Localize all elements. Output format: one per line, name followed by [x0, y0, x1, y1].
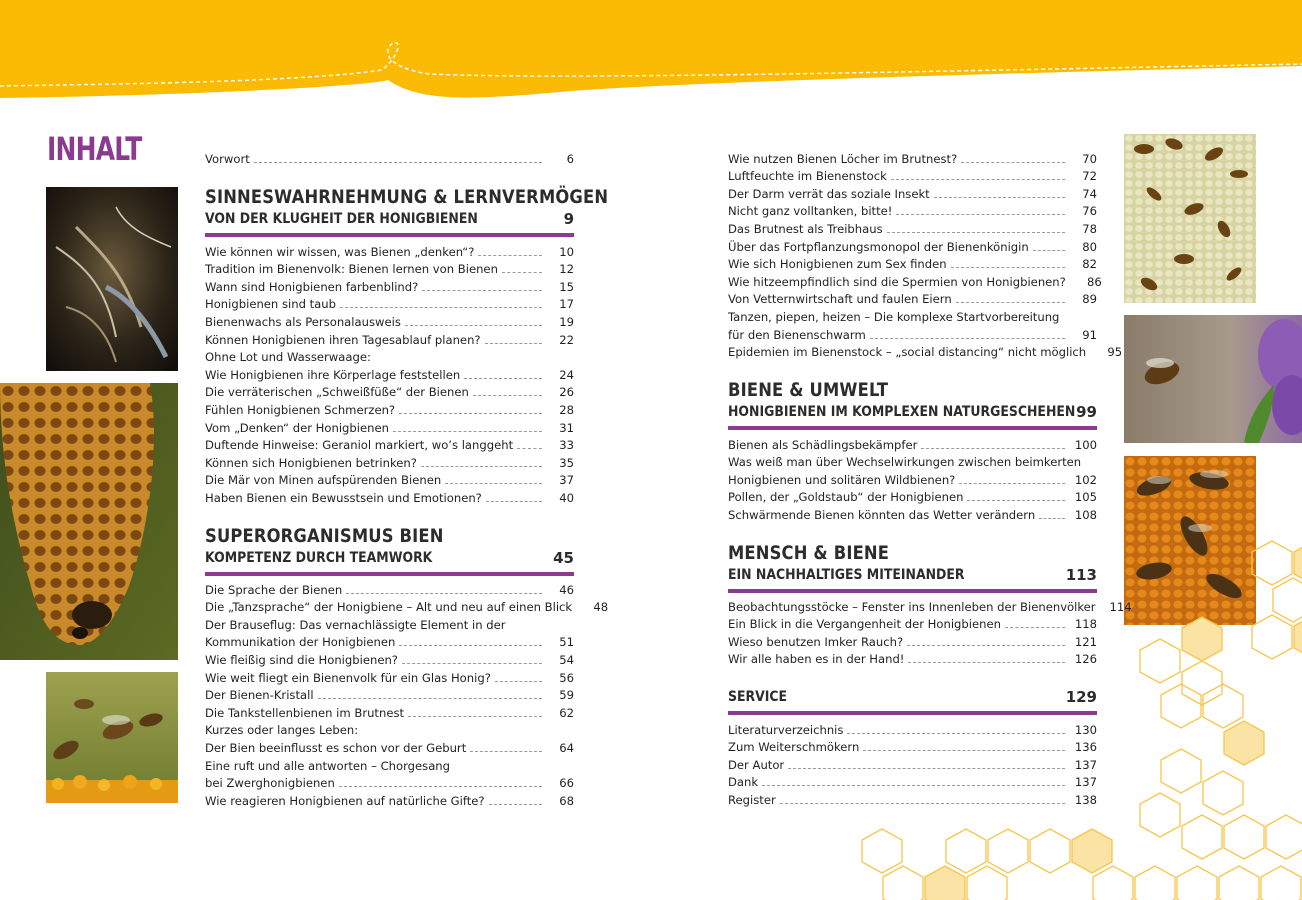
toc-right-column — [728, 0, 1132, 900]
photo-bees-on-comb — [1124, 134, 1256, 303]
toc-entry[interactable] — [205, 453, 574, 471]
photo-bee-at-flower — [1124, 315, 1302, 443]
toc-entry[interactable] — [728, 720, 1097, 738]
toc-entry[interactable] — [728, 202, 1097, 220]
entry-title: Bienen als Schädlingsbekämpfer — [728, 437, 918, 452]
entry-title: Der Darm verrät das soziale Insekt — [728, 186, 930, 201]
toc-entry[interactable] — [728, 237, 1097, 255]
entry-page-number: 70 — [1082, 151, 1097, 166]
toc-entry[interactable] — [205, 791, 574, 809]
entry-title: Literaturverzeichnis — [728, 722, 844, 737]
leader-dots — [464, 378, 542, 379]
toc-entry[interactable] — [728, 272, 1102, 290]
entry-title: Die Tankstellenbienen im Brutnest — [205, 705, 405, 720]
entry-title: Dank — [728, 775, 759, 790]
toc-entry[interactable] — [728, 219, 1097, 237]
section-rule — [728, 426, 1097, 430]
toc-entry[interactable] — [728, 470, 1097, 488]
entry-page-number: 100 — [1074, 437, 1097, 452]
page-title: INHALT — [47, 130, 142, 168]
entry-page-number: 12 — [559, 262, 574, 277]
entry-page-number: 78 — [1082, 221, 1097, 236]
entry-page-number: 76 — [1082, 204, 1097, 219]
leader-dots — [951, 267, 1065, 268]
leader-dots — [1033, 250, 1065, 251]
entry-title: Der Bien beeinflusst es schon vor der Geburt — [205, 740, 467, 755]
entry-page-number: 19 — [559, 314, 574, 329]
entry-page-number: 40 — [559, 490, 574, 505]
leader-dots — [921, 448, 1065, 449]
entry-title: Register — [728, 792, 776, 807]
leader-dots — [339, 786, 542, 787]
entry-title: Vom „Denken“ der Honigbienen — [205, 420, 389, 435]
leader-dots — [502, 272, 542, 273]
entry-page-number: 91 — [1082, 327, 1097, 342]
entry-page-number: 74 — [1082, 186, 1097, 201]
toc-entry[interactable] — [728, 255, 1097, 273]
toc-entry[interactable] — [205, 686, 574, 704]
leader-dots — [470, 751, 542, 752]
entry-page-number: 137 — [1074, 757, 1097, 772]
entry-page-number: 54 — [559, 652, 574, 667]
entry-title: Duftende Hinweise: Geraniol markiert, wo’s langgeht — [205, 438, 514, 453]
entry-page-number: 59 — [559, 688, 574, 703]
section-subtitle[interactable]: KOMPETENZ DURCH TEAMWORK 45 — [205, 549, 574, 567]
entry-page-number: 130 — [1074, 722, 1097, 737]
entry-title: für den Bienenschwarm — [728, 327, 866, 342]
entry-title: Das Brutnest als Treibhaus — [728, 221, 883, 236]
entry-title: Tradition im Bienenvolk: Bienen lernen von Bienen — [205, 262, 498, 277]
entry-title: Wie nutzen Bienen Löcher im Brutnest? — [728, 151, 958, 166]
toc-entry[interactable] — [205, 436, 574, 454]
leader-dots — [870, 338, 1065, 339]
entry-title: Nicht ganz volltanken, bitte! — [728, 204, 893, 219]
entry-title: Schwärmende Bienen könnten das Wetter verändern — [728, 507, 1036, 522]
toc-entry[interactable] — [728, 435, 1097, 453]
entry-page-number: 15 — [559, 279, 574, 294]
leader-dots — [517, 448, 542, 449]
leader-dots — [495, 681, 542, 682]
entry-page-number: 138 — [1074, 792, 1097, 807]
entry-title: Pollen, der „Goldstaub“ der Honigbienen — [728, 490, 964, 505]
entry-title: Wie Honigbienen ihre Körperlage feststellen — [205, 367, 461, 382]
toc-entry[interactable] — [728, 149, 1097, 167]
entry-page-number: 26 — [559, 385, 574, 400]
entry-page-number: 68 — [559, 793, 574, 808]
entry-title: Was weiß man über Wechselwirkungen zwischen beimkerten — [728, 455, 1082, 470]
entry-page-number: 33 — [559, 438, 574, 453]
toc-entry-line[interactable] — [205, 721, 574, 739]
entry-title: Können sich Honigbienen betrinken? — [205, 455, 417, 470]
leader-dots — [907, 645, 1065, 646]
entry-title: Fühlen Honigbienen Schmerzen? — [205, 402, 396, 417]
leader-dots — [402, 663, 542, 664]
toc-entry[interactable] — [205, 400, 574, 418]
leader-dots — [1005, 627, 1065, 628]
entry-page-number: 28 — [559, 402, 574, 417]
entry-title: Wie können wir wissen, was Bienen „denken“? — [205, 244, 475, 259]
section-subtitle[interactable]: VON DER KLUGHEIT DER HONIGBIENEN 9 — [205, 210, 574, 228]
section-subtitle[interactable]: EIN NACHHALTIGES MITEINANDER 113 — [728, 566, 1097, 584]
entry-title: Epidemien im Bienenstock – „social distancing“ nicht möglich — [728, 345, 1087, 360]
entry-title: Der Autor — [728, 757, 785, 772]
toc-entry[interactable] — [728, 650, 1097, 668]
entry-page-number: 46 — [559, 582, 574, 597]
entry-page-number: 95 — [1107, 345, 1123, 360]
leader-dots — [486, 501, 542, 502]
entry-title: Honigbienen sind taub — [205, 297, 336, 312]
toc-entry[interactable] — [205, 488, 574, 506]
entry-title: Über das Fortpflanzungsmonopol der Bienenkönigin — [728, 239, 1029, 254]
photo-queen-cell — [0, 383, 178, 660]
section-title: SUPERORGANISMUS BIEN — [205, 525, 444, 547]
entry-page-number: 72 — [1082, 169, 1097, 184]
leader-dots — [887, 232, 1065, 233]
entry-page-number: 137 — [1074, 775, 1097, 790]
toc-entry[interactable] — [205, 383, 574, 401]
toc-entry[interactable] — [728, 632, 1097, 650]
entry-title: Zum Weiterschmökern — [728, 740, 860, 755]
section-rule — [205, 233, 574, 237]
entry-page-number: 114 — [1109, 599, 1132, 614]
toc-entry[interactable] — [728, 755, 1097, 773]
toc-entry[interactable] — [205, 418, 574, 436]
entry-page-number: 126 — [1074, 652, 1097, 667]
leader-dots — [346, 593, 542, 594]
entry-title: Wieso benutzen Imker Rauch? — [728, 634, 904, 649]
entry-title: Die Mär von Minen aufspürenden Bienen — [205, 473, 442, 488]
entry-title: Kurzes oder langes Leben: — [205, 723, 359, 738]
entry-page-number: 6 — [566, 151, 574, 166]
toc-entry-line[interactable] — [205, 348, 574, 366]
section-subtitle[interactable]: HONIGBIENEN IM KOMPLEXEN NATURGESCHEHEN 99 — [728, 403, 1097, 421]
header-banner — [0, 0, 1302, 115]
entry-title: Vorwort — [205, 151, 250, 166]
entry-page-number: 105 — [1074, 490, 1097, 505]
leader-dots — [762, 785, 1065, 786]
entry-page-number: 89 — [1082, 292, 1097, 307]
toc-entry[interactable] — [728, 325, 1097, 343]
leader-dots — [934, 197, 1065, 198]
entry-title: Der Brauseflug: Das vernachlässigte Element in der — [205, 617, 506, 632]
entry-title: bei Zwerghonigbienen — [205, 776, 335, 791]
leader-dots — [422, 290, 542, 291]
entry-page-number: 86 — [1087, 274, 1102, 289]
toc-entry[interactable] — [205, 277, 574, 295]
toc-entry[interactable] — [728, 167, 1097, 185]
entry-title: Bienenwachs als Personalausweis — [205, 314, 401, 329]
photo-bee-leg-closeup — [46, 187, 178, 371]
leader-dots — [780, 803, 1065, 804]
leader-dots — [788, 768, 1065, 769]
toc-entry[interactable] — [205, 295, 574, 313]
leader-dots — [959, 483, 1065, 484]
toc-entry[interactable] — [728, 488, 1097, 506]
entry-title: Können Honigbienen ihren Tagesablauf planen? — [205, 332, 481, 347]
toc-entry[interactable] — [205, 633, 574, 651]
toc-entry[interactable] — [728, 505, 1097, 523]
entry-page-number: 108 — [1074, 507, 1097, 522]
toc-entry-line[interactable] — [205, 756, 574, 774]
toc-entry-line[interactable] — [728, 307, 1097, 325]
toc-entry[interactable] — [205, 365, 574, 383]
entry-title: Luftfeuchte im Bienenstock — [728, 169, 887, 184]
toc-entry[interactable] — [728, 790, 1097, 808]
entry-title: Die verräterischen „Schweißfüße“ der Bienen — [205, 385, 469, 400]
entry-title: Der Bienen-Kristall — [205, 688, 314, 703]
entry-page-number: 80 — [1082, 239, 1097, 254]
entry-title: Eine ruft und alle antworten – Chorgesang — [205, 758, 451, 773]
leader-dots — [1039, 518, 1065, 519]
leader-dots — [473, 395, 542, 396]
entry-title: Wie reagieren Honigbienen auf natürliche Gifte? — [205, 793, 485, 808]
toc-entry[interactable] — [728, 290, 1097, 308]
toc-entry[interactable] — [728, 343, 1123, 361]
entry-title: Wie hitzeempfindlich sind die Spermien von Honigbienen? — [728, 274, 1066, 289]
leader-dots — [863, 750, 1065, 751]
leader-dots — [254, 162, 542, 163]
toc-entry[interactable] — [205, 703, 574, 721]
leader-dots — [399, 645, 542, 646]
toc-entry[interactable] — [728, 184, 1097, 202]
toc-entry[interactable] — [205, 598, 609, 616]
toc-entry-line[interactable] — [728, 453, 1097, 471]
toc-left-column — [205, 0, 609, 900]
entry-title: Honigbienen und solitären Wildbienen? — [728, 472, 956, 487]
toc-entry[interactable] — [205, 471, 574, 489]
entry-title: Tanzen, piepen, heizen – Die komplexe Startvorbereitung — [728, 309, 1060, 324]
leader-dots — [405, 325, 542, 326]
entry-page-number: 102 — [1074, 472, 1097, 487]
banner-shape — [0, 0, 1302, 98]
entry-page-number: 24 — [559, 367, 574, 382]
entry-page-number: 35 — [559, 455, 574, 470]
entry-page-number: 136 — [1074, 740, 1097, 755]
toc-entry[interactable] — [205, 650, 574, 668]
leader-dots — [967, 500, 1065, 501]
entry-title: Von Vetternwirtschaft und faulen Eiern — [728, 292, 952, 307]
entry-page-number: 82 — [1082, 257, 1097, 272]
toc-entry[interactable] — [205, 330, 574, 348]
entry-page-number: 37 — [559, 473, 574, 488]
entry-title: Wir alle haben es in der Hand! — [728, 652, 905, 667]
leader-dots — [408, 716, 542, 717]
entry-title: Beobachtungsstöcke – Fenster ins Innenleben der Bienenvölker — [728, 599, 1096, 614]
section-title: SINNESWAHRNEHMUNG & LERNVERMÖGEN — [205, 186, 609, 208]
entry-title: Haben Bienen ein Bewusstsein und Emotionen? — [205, 490, 482, 505]
leader-dots — [908, 662, 1065, 663]
leader-dots — [489, 804, 542, 805]
section-rule — [205, 572, 574, 576]
leader-dots — [318, 698, 542, 699]
entry-title: Wie sich Honigbienen zum Sex finden — [728, 257, 947, 272]
leader-dots — [393, 431, 542, 432]
toc-entry[interactable] — [728, 738, 1097, 756]
leader-dots — [399, 413, 542, 414]
leader-dots — [478, 255, 542, 256]
toc-entry[interactable] — [205, 668, 574, 686]
leader-dots — [485, 343, 542, 344]
leader-dots — [421, 466, 542, 467]
section-rule — [728, 711, 1097, 715]
section-rule — [728, 589, 1097, 593]
photo-flying-bees — [46, 672, 178, 803]
leader-dots — [961, 162, 1065, 163]
entry-page-number: 10 — [559, 244, 574, 259]
entry-title: Kommunikation der Honigbienen — [205, 635, 396, 650]
leader-dots — [956, 302, 1065, 303]
toc-entry[interactable] — [205, 738, 574, 756]
toc-entry-vorwort[interactable] — [205, 149, 574, 167]
toc-entry[interactable] — [205, 260, 574, 278]
section-title: MENSCH & BIENE — [728, 542, 890, 564]
leader-dots — [445, 483, 542, 484]
entry-page-number: 56 — [559, 670, 574, 685]
section-title: BIENE & UMWELT — [728, 379, 889, 401]
entry-title: Die Sprache der Bienen — [205, 582, 343, 597]
toc-entry[interactable] — [205, 774, 574, 792]
entry-title: Ein Blick in die Vergangenheit der Honigbienen — [728, 617, 1001, 632]
leader-dots — [891, 179, 1065, 180]
entry-page-number: 17 — [559, 297, 574, 312]
entry-page-number: 31 — [559, 420, 574, 435]
entry-title: Ohne Lot und Wasserwaage: — [205, 350, 371, 365]
entry-title: Wie weit fliegt ein Bienenvolk für ein Glas Honig? — [205, 670, 491, 685]
leader-dots — [340, 307, 542, 308]
toc-entry[interactable] — [205, 580, 574, 598]
entry-title: Wann sind Honigbienen farbenblind? — [205, 279, 419, 294]
entry-page-number: 62 — [559, 705, 574, 720]
entry-page-number: 22 — [559, 332, 574, 347]
entry-page-number: 64 — [559, 740, 574, 755]
leader-dots — [847, 733, 1065, 734]
toc-entry[interactable] — [205, 242, 574, 260]
entry-page-number: 121 — [1074, 634, 1097, 649]
entry-page-number: 51 — [559, 635, 574, 650]
entry-page-number: 118 — [1074, 617, 1097, 632]
entry-page-number: 48 — [593, 600, 609, 615]
toc-entry[interactable] — [728, 597, 1132, 615]
toc-entry[interactable] — [205, 312, 574, 330]
entry-title: Wie fleißig sind die Honigbienen? — [205, 652, 398, 667]
toc-entry[interactable] — [728, 773, 1097, 791]
entry-page-number: 66 — [559, 776, 574, 791]
leader-dots — [896, 214, 1065, 215]
section-subtitle-service[interactable]: SERVICE 129 — [728, 688, 1097, 706]
toc-entry[interactable] — [728, 615, 1097, 633]
entry-title: Die „Tanzsprache“ der Honigbiene – Alt und neu auf einen Blick — [205, 600, 573, 615]
toc-entry-line[interactable] — [205, 615, 574, 633]
